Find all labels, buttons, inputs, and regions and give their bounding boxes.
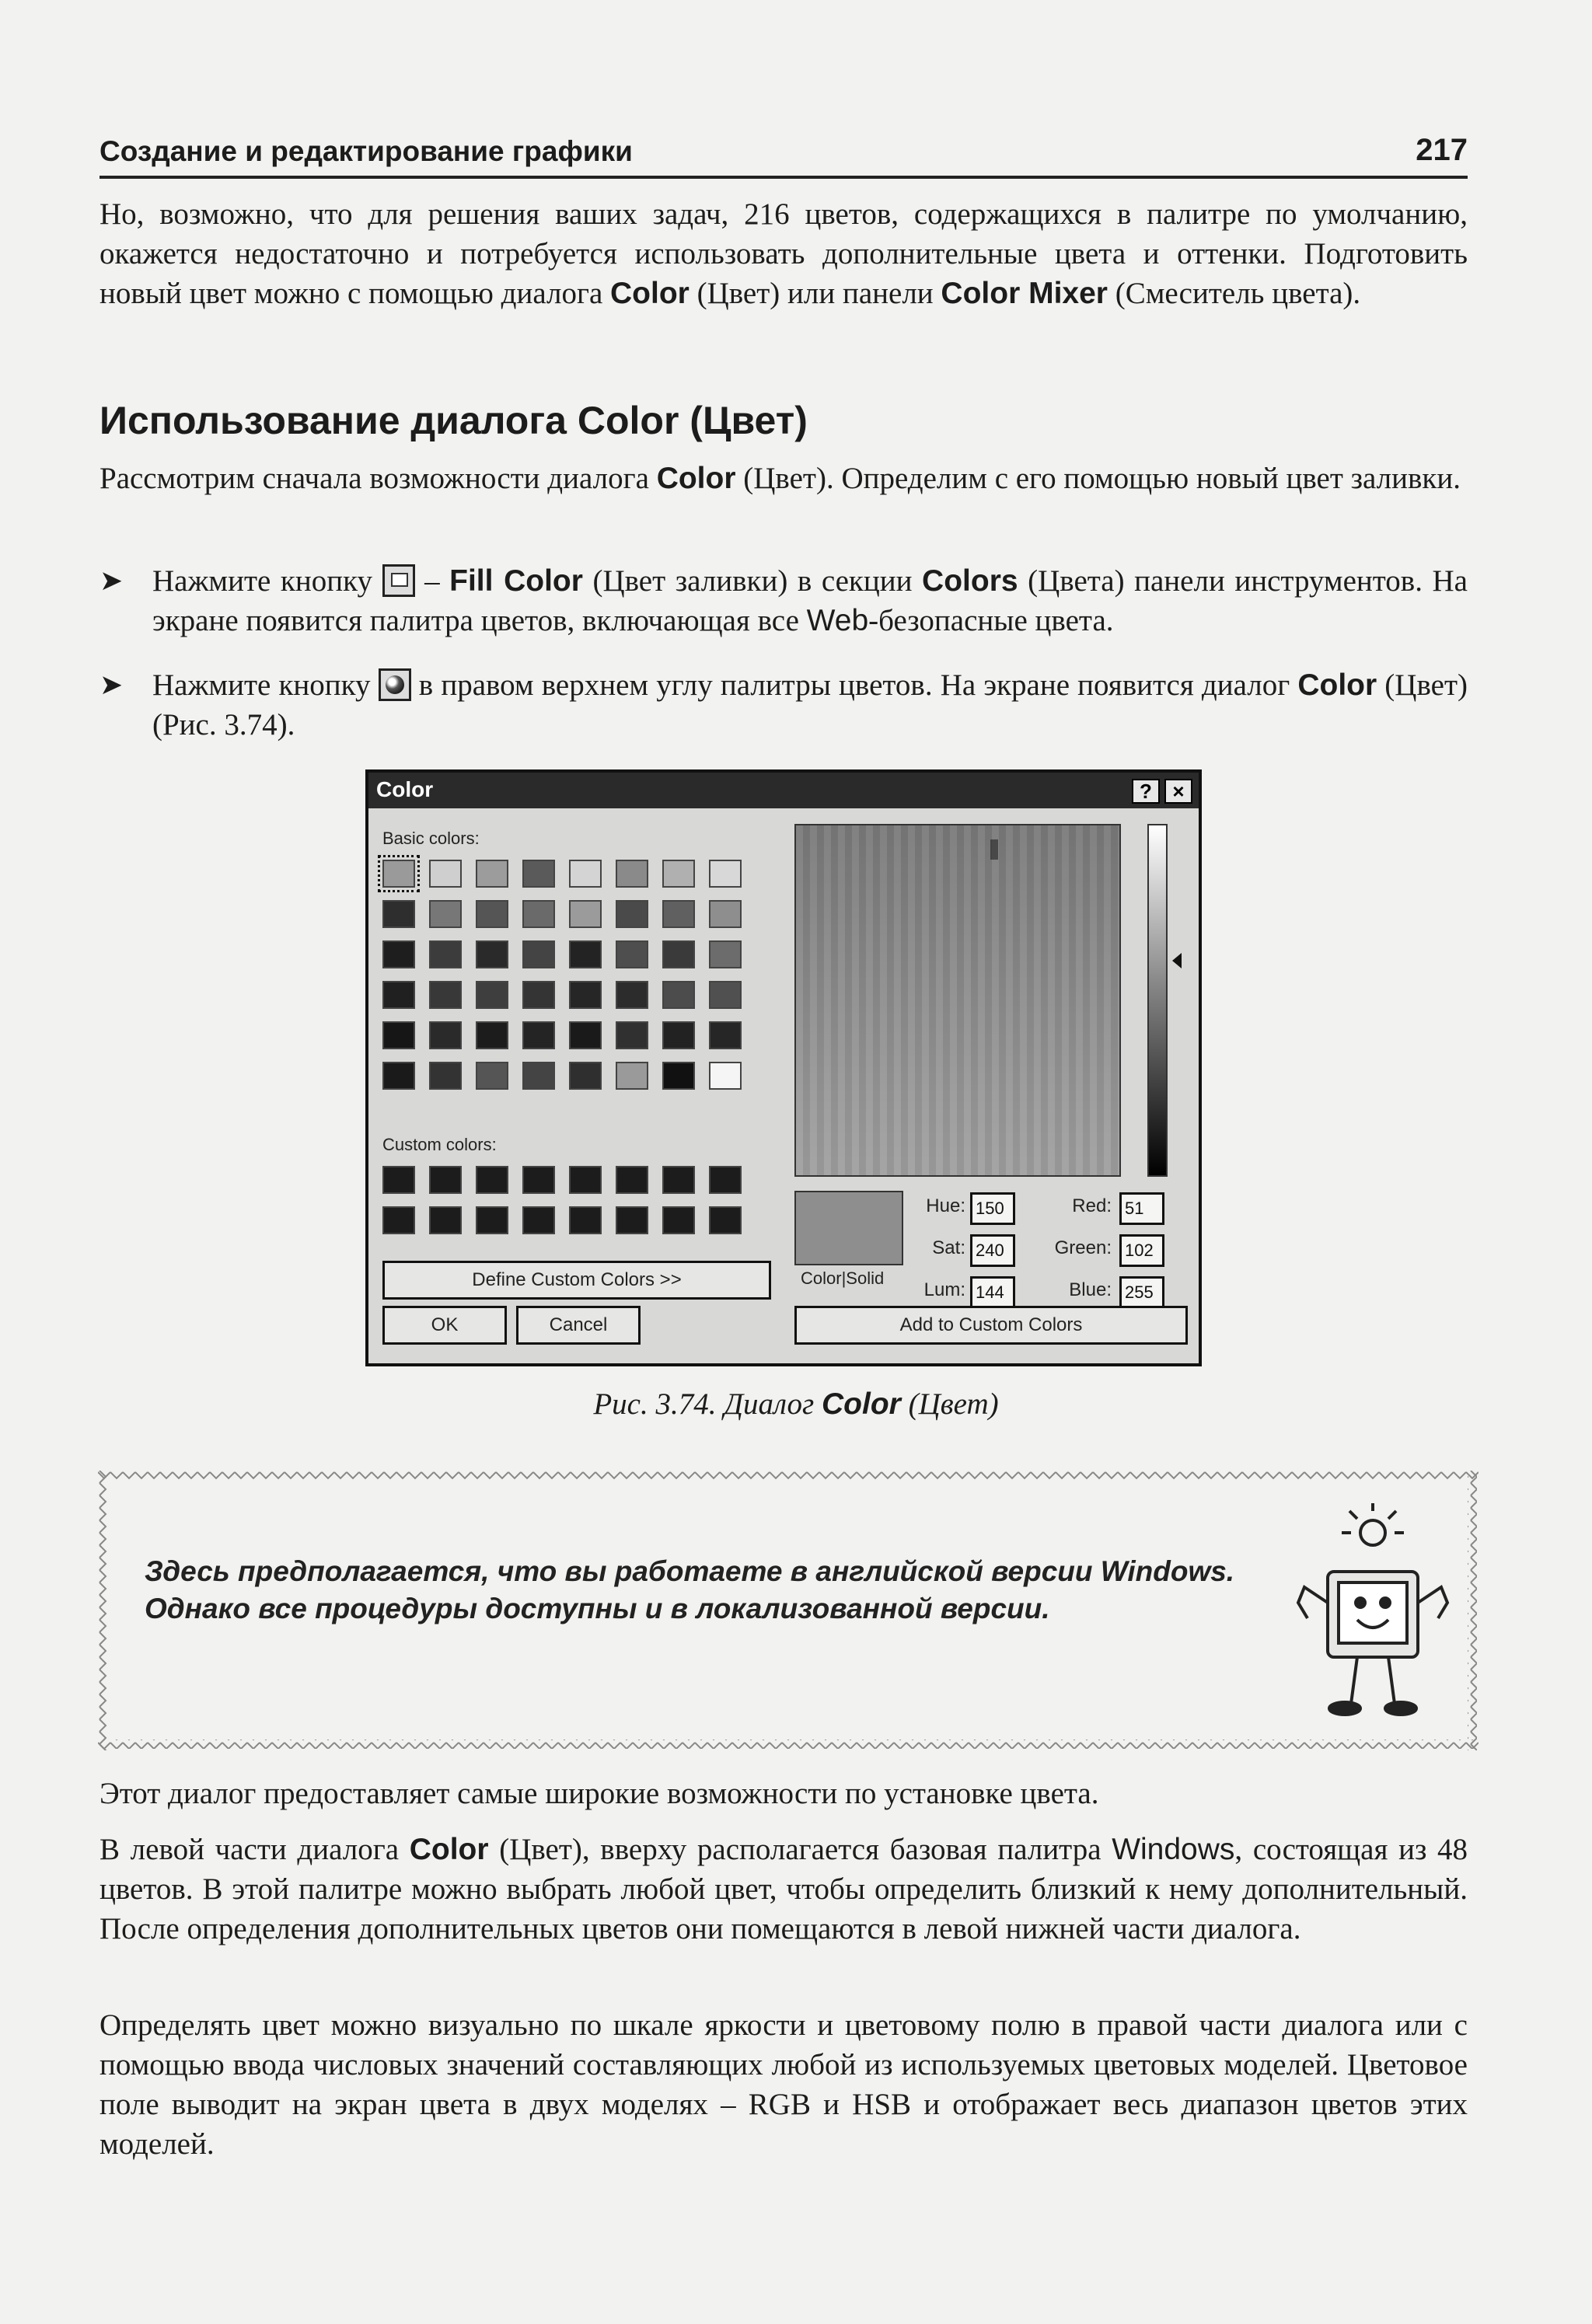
text-run: -безопасные цвета.: [868, 604, 1114, 637]
color-swatch[interactable]: [476, 981, 508, 1009]
color-swatch[interactable]: [662, 860, 695, 888]
cancel-button[interactable]: Cancel: [516, 1306, 641, 1345]
color-swatch[interactable]: [382, 1021, 415, 1049]
color-swatch[interactable]: [709, 981, 742, 1009]
text-run: (Цвет). Определим с его помощью новый цвет заливки.: [735, 462, 1461, 495]
color-swatch[interactable]: [662, 1021, 695, 1049]
color-swatch[interactable]: [382, 860, 415, 888]
define-custom-colors-button[interactable]: Define Custom Colors >>: [382, 1261, 771, 1300]
term-colors: Colors: [922, 564, 1018, 598]
text-run: (Цвет): [900, 1387, 999, 1421]
color-swatch[interactable]: [476, 1166, 508, 1194]
color-swatch[interactable]: [522, 1166, 555, 1194]
hue-field[interactable]: 150: [970, 1192, 1015, 1225]
text-run: В левой части диалога: [100, 1833, 410, 1866]
color-swatch[interactable]: [429, 1166, 462, 1194]
color-swatch[interactable]: [662, 900, 695, 928]
lum-field[interactable]: 144: [970, 1276, 1015, 1309]
bullet-text: [152, 665, 1468, 745]
term-color: Color: [822, 1387, 901, 1421]
bullet-arrow-icon: ➤: [100, 565, 124, 597]
color-swatch[interactable]: [616, 900, 648, 928]
color-swatch[interactable]: [569, 981, 602, 1009]
color-swatch[interactable]: [709, 900, 742, 928]
color-swatch[interactable]: [616, 1166, 648, 1194]
text-run: (Цвет) или панели: [689, 277, 941, 310]
color-swatch[interactable]: [429, 860, 462, 888]
color-swatch[interactable]: [429, 940, 462, 968]
term-windows: Windows: [1112, 1833, 1235, 1866]
custom-colors-grid: [382, 1166, 742, 1234]
ok-button[interactable]: OK: [382, 1306, 507, 1345]
lum-label: Lum:: [923, 1279, 965, 1300]
fill-color-button-icon: [382, 564, 415, 597]
hue-label: Hue:: [926, 1195, 965, 1216]
color-swatch[interactable]: [476, 1021, 508, 1049]
color-swatch[interactable]: [382, 1062, 415, 1090]
color-swatch[interactable]: [709, 940, 742, 968]
text-run: (Смеситель цвета).: [1107, 277, 1361, 310]
figure-caption: [0, 1387, 1592, 1422]
color-swatch[interactable]: [476, 900, 508, 928]
red-field[interactable]: 51: [1119, 1192, 1164, 1225]
color-swatch[interactable]: [662, 1206, 695, 1234]
color-swatch[interactable]: [569, 940, 602, 968]
section-heading: Использование диалога Color (Цвет): [100, 399, 808, 442]
color-swatch[interactable]: [382, 1206, 415, 1234]
close-button[interactable]: ×: [1164, 779, 1192, 804]
color-swatch[interactable]: [429, 1206, 462, 1234]
text-run: Но, возможно, что для решения ваших задач, 216 цветов, содержащихся в палитре по умолчанию, окажется недостаточно и потребуется использовать дополнительные цвета и оттенки. Подготовить новый цвет можно с помощью диалога: [100, 197, 1468, 310]
intro-paragraph: [100, 194, 1468, 313]
color-swatch[interactable]: [522, 860, 555, 888]
term-color: Color: [409, 1833, 489, 1866]
crosshair-cursor: [990, 839, 998, 860]
text-run: Нажмите кнопку: [152, 668, 379, 702]
body-paragraph: [100, 1830, 1468, 1949]
green-field[interactable]: 102: [1119, 1234, 1164, 1267]
dialog-titlebar: [368, 773, 1199, 808]
color-swatch[interactable]: [569, 1206, 602, 1234]
sat-field[interactable]: 240: [970, 1234, 1015, 1267]
color-swatch[interactable]: [382, 981, 415, 1009]
color-swatch[interactable]: [616, 1062, 648, 1090]
color-swatch[interactable]: [569, 900, 602, 928]
note-box: [98, 1471, 1479, 1750]
color-dialog: [365, 769, 1202, 1366]
color-swatch[interactable]: [709, 1166, 742, 1194]
custom-colors-label: Custom colors:: [382, 1135, 497, 1154]
text-run: Рассмотрим сначала возможности диалога: [100, 462, 657, 495]
color-solid-label: Color|Solid: [801, 1268, 885, 1288]
color-swatch[interactable]: [522, 1062, 555, 1090]
color-swatch[interactable]: [429, 1062, 462, 1090]
color-swatch[interactable]: [429, 1021, 462, 1049]
note-text: Здесь предполагается, что вы работаете в английской версии Windows. Однако все процедуры доступны и в локализованной версии.: [145, 1555, 1235, 1624]
term-color: Color: [1297, 668, 1377, 702]
sat-label: Sat:: [932, 1237, 965, 1258]
text-run: (Цвет) (Рис. 3.74).: [152, 668, 1468, 742]
add-to-custom-colors-button[interactable]: Add to Custom Colors: [794, 1306, 1188, 1345]
instruction-bullet: [100, 561, 1468, 640]
page-number: 217: [1416, 133, 1468, 167]
color-swatch[interactable]: [429, 900, 462, 928]
text-run: , состоящая из 48 цветов. В этой палитре можно выбрать любой цвет, чтобы определить близкий к нему дополнительный. После определения дополнительных цветов они помещаются в левой нижней части диалога.: [100, 1833, 1468, 1945]
color-swatch[interactable]: [382, 900, 415, 928]
text-run: (Цвет), вверху располагается базовая палитра: [488, 1833, 1112, 1866]
color-swatch[interactable]: [662, 940, 695, 968]
text-run: Рис. 3.74. Диалог: [593, 1387, 822, 1421]
color-swatch[interactable]: [616, 940, 648, 968]
color-swatch[interactable]: [429, 981, 462, 1009]
body-paragraph: Определять цвет можно визуально по шкале яркости и цветовому полю в правой части диалога или с помощью ввода числовых значений составляющих любой из используемых цветовых моделей. Цветовое поле выводит на экран цвета в двух моделях – RGB и HSB и отображает весь диапазон цветов этих моделей.: [100, 2008, 1468, 2161]
color-swatch[interactable]: [569, 1166, 602, 1194]
computer-mascot-icon: [1295, 1502, 1451, 1727]
color-swatch[interactable]: [569, 1021, 602, 1049]
text-run: (Цвет заливки) в секции: [582, 564, 923, 598]
basic-colors-label: Basic colors:: [382, 829, 480, 848]
basic-colors-grid: [382, 860, 742, 1090]
color-swatch[interactable]: [616, 860, 648, 888]
color-swatch[interactable]: [662, 981, 695, 1009]
color-wheel-button-icon: [379, 668, 411, 701]
bullet-text: [152, 561, 1468, 640]
term-fill-color: Fill Color: [449, 564, 583, 598]
color-swatch[interactable]: [476, 1206, 508, 1234]
text-run: (Цвета) панели инструментов. На экране появится палитра цветов, включающая все: [152, 564, 1468, 637]
color-swatch[interactable]: [476, 1062, 508, 1090]
color-swatch[interactable]: [476, 860, 508, 888]
color-swatch[interactable]: [662, 1166, 695, 1194]
dialog-title: Color: [376, 777, 434, 801]
color-swatch[interactable]: [616, 1206, 648, 1234]
term-color-mixer: Color Mixer: [941, 277, 1108, 310]
color-swatch[interactable]: [709, 860, 742, 888]
green-label: Green:: [1054, 1237, 1112, 1258]
color-swatch[interactable]: [709, 1206, 742, 1234]
bullet-arrow-icon: ➤: [100, 669, 124, 701]
blue-field[interactable]: 255: [1119, 1276, 1164, 1309]
color-swatch[interactable]: [382, 1166, 415, 1194]
body-paragraph: Этот диалог предоставляет самые широкие возможности по установке цвета.: [100, 1777, 1099, 1810]
red-label: Red:: [1072, 1195, 1112, 1216]
color-swatch[interactable]: [522, 1206, 555, 1234]
color-swatch[interactable]: [522, 981, 555, 1009]
luminosity-slider[interactable]: [1147, 824, 1168, 1177]
blue-label: Blue:: [1069, 1279, 1112, 1300]
running-header-title: Создание и редактирование графики: [100, 135, 633, 167]
color-swatch[interactable]: [522, 1021, 555, 1049]
color-swatch[interactable]: [616, 981, 648, 1009]
text-run: Нажмите кнопку: [152, 564, 382, 598]
section-paragraph: [100, 459, 1468, 498]
color-swatch[interactable]: [522, 900, 555, 928]
color-swatch[interactable]: [662, 1062, 695, 1090]
text-run: в правом верхнем углу палитры цветов. На экране появится диалог: [410, 668, 1298, 702]
luminosity-arrow-icon[interactable]: [1172, 953, 1182, 968]
color-spectrum-field[interactable]: [794, 824, 1121, 1177]
color-swatch[interactable]: [616, 1021, 648, 1049]
text-run: –: [414, 564, 450, 598]
term-web: Web: [806, 604, 869, 637]
help-button[interactable]: ?: [1132, 779, 1160, 804]
page-header: [100, 129, 1468, 179]
color-swatch[interactable]: [569, 860, 602, 888]
term-color: Color: [656, 462, 736, 495]
color-swatch[interactable]: [569, 1062, 602, 1090]
color-solid-preview: [794, 1191, 903, 1265]
color-swatch[interactable]: [522, 940, 555, 968]
instruction-bullet: [100, 665, 1468, 745]
color-swatch[interactable]: [476, 940, 508, 968]
term-color: Color: [610, 277, 690, 310]
color-swatch[interactable]: [382, 940, 415, 968]
color-swatch[interactable]: [709, 1021, 742, 1049]
color-swatch[interactable]: [709, 1062, 742, 1090]
